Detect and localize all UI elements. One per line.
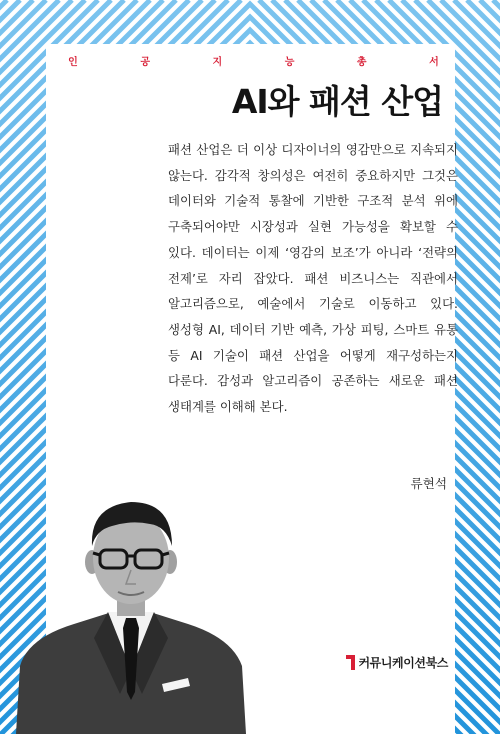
series-label [66,53,441,68]
series-char: 공 [140,57,151,68]
series-char: 인 [68,57,78,68]
author-name: 류현석 [410,476,447,491]
book-description: 패션 산업은 더 이상 디자이너의 영감만으로 지속되지 않는다. 감각적 창의성은 여전히 중요하지만 그것은 데이터와 기술적 통찰에 기반한 구조적 분석 위에 구축되어야만 시장성과 실현 가능성을 확보할 수 있다. 데이터는 이제 ‘영감의 보조’가 아니라 ‘전략의 전제’로 자리 잡았다. 패션 비즈니스는 직관에서 알고리즘으로, 예술에서 기술로 이동하고 있다. 생성형 AI, 데이터 기반 예측, 가상 피팅, 스마트 유통 등 AI 기술이 패션 산업을 어떻게 재구성하는지 다룬다. 감성과 알고리즘이 공존하는 새로운 패션 생태계를 이해해 본다. [168,142,458,415]
publisher-name: 커뮤니케이션북스 [358,656,448,670]
series-char: 총 [356,57,367,68]
author-photo [16,488,246,734]
publisher-logo [346,654,448,671]
book-title: AI와 패션 산업 [231,82,443,121]
series-char: 능 [284,57,295,68]
series-char: 서 [429,57,439,68]
publisher-mark-icon [346,655,355,670]
series-char: 지 [212,57,223,68]
